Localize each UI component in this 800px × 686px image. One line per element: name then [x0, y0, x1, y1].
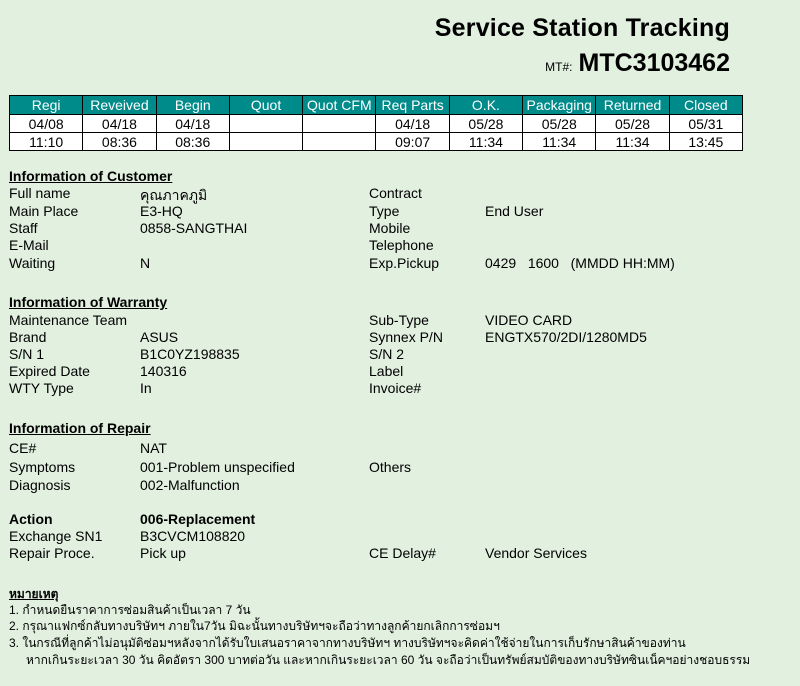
- staff-value: 0858-SANGTHAI: [140, 220, 248, 236]
- exchange-sn-value: B3CVCM108820: [140, 528, 246, 544]
- table-cell: 04/18: [376, 115, 449, 133]
- main-place-value: E3-HQ: [140, 203, 183, 219]
- col-ok: O.K.: [449, 96, 522, 115]
- wty-type-value: In: [140, 380, 152, 396]
- mt-number: [545, 49, 730, 78]
- table-cell: 04/08: [10, 115, 83, 133]
- col-quot-cfm: Quot CFM: [303, 96, 376, 115]
- mt-label: MT#:: [545, 60, 573, 74]
- diagnosis-value: 002-Malfunction: [140, 477, 240, 493]
- staff-label: Staff: [9, 220, 38, 236]
- repair-section-title: Information of Repair: [9, 420, 151, 436]
- col-packaging: Packaging: [523, 96, 596, 115]
- full-name-label: Full name: [9, 185, 71, 201]
- brand-value: ASUS: [140, 329, 179, 345]
- notes-title: หมายเหตุ: [9, 587, 59, 601]
- note-item: 2. กรุณาแฟกซ์กลับทางบริษัทฯ ภายใน7วัน มิฉะนั้นทางบริษัทฯจะถือว่าทางลูกค้ายกเลิกการซ่อมฯ: [9, 619, 500, 633]
- sn2-label: S/N 2: [369, 346, 405, 362]
- warranty-section-title: Information of Warranty: [9, 294, 168, 310]
- ce-delay-value: Vendor Services: [485, 545, 587, 561]
- symptoms-label: Symptoms: [9, 459, 76, 475]
- invoice-label: Invoice#: [369, 380, 422, 396]
- col-begin: Begin: [156, 96, 229, 115]
- table-cell: 11:34: [449, 133, 522, 151]
- maint-team-label: Maintenance Team: [9, 312, 128, 328]
- synnex-pn-label: Synnex P/N: [369, 329, 443, 345]
- table-cell: [229, 115, 302, 133]
- action-label: Action: [9, 511, 53, 527]
- others-label: Others: [369, 459, 412, 475]
- repair-proc-label: Repair Proce.: [9, 545, 95, 561]
- page-title: Service Station Tracking: [434, 14, 730, 42]
- table-cell: 11:10: [10, 133, 83, 151]
- type-label: Type: [369, 203, 400, 219]
- telephone-label: Telephone: [369, 237, 434, 253]
- subtype-label: Sub-Type: [369, 312, 429, 328]
- mobile-label: Mobile: [369, 220, 411, 236]
- note-item: 1. กำหนดยืนราคาการซ่อมสินค้าเป็นเวลา 7 วัน: [9, 603, 251, 617]
- ce-delay-label: CE Delay#: [369, 545, 436, 561]
- customer-section-title: Information of Customer: [9, 168, 173, 184]
- type-value: End User: [485, 203, 544, 219]
- tracking-time-row: [10, 133, 743, 151]
- label-label: Label: [369, 363, 404, 379]
- sn1-label: S/N 1: [9, 346, 45, 362]
- table-cell: 11:34: [596, 133, 669, 151]
- brand-label: Brand: [9, 329, 47, 345]
- waiting-label: Waiting: [9, 255, 56, 271]
- table-cell: 08:36: [156, 133, 229, 151]
- col-quot: Quot: [229, 96, 302, 115]
- waiting-value: N: [140, 255, 151, 271]
- expired-date-value: 140316: [140, 363, 187, 379]
- tracking-header-row: [10, 96, 743, 115]
- col-received: Reveived: [83, 96, 156, 115]
- col-returned: Returned: [596, 96, 669, 115]
- wty-type-label: WTY Type: [9, 380, 74, 396]
- symptoms-value: 001-Problem unspecified: [140, 459, 295, 475]
- sn1-value: B1C0YZ198835: [140, 346, 240, 362]
- exp-pickup-value: 0429 1600 (MMDD HH:MM): [485, 255, 675, 271]
- table-cell: 08:36: [83, 133, 156, 151]
- table-cell: [303, 133, 376, 151]
- repair-proc-value: Pick up: [140, 545, 186, 561]
- ce-label: CE#: [9, 440, 37, 456]
- col-req-parts: Req Parts: [376, 96, 449, 115]
- table-cell: 05/28: [523, 115, 596, 133]
- table-cell: 13:45: [669, 133, 742, 151]
- col-closed: Closed: [669, 96, 742, 115]
- action-value: 006-Replacement: [140, 511, 256, 527]
- contract-label: Contract: [369, 185, 422, 201]
- ce-value: NAT: [140, 440, 167, 456]
- table-cell: 11:34: [523, 133, 596, 151]
- mt-value: MTC3103462: [578, 49, 730, 77]
- tracking-table: [9, 95, 743, 151]
- expired-date-label: Expired Date: [9, 363, 90, 379]
- synnex-pn-value: ENGTX570/2DI/1280MD5: [485, 329, 647, 345]
- note-item: หากเกินระยะเวลา 30 วัน คิดอัตรา 300 บาทต่อวัน และหากเกินระยะเวลา 60 วัน จะถือว่าเป็นทรัพย์สมบัติของทางบริษัทซินเน็คฯอย่างชอบธรรม: [26, 653, 751, 667]
- main-place-label: Main Place: [9, 203, 79, 219]
- col-regi: Regi: [10, 96, 83, 115]
- table-cell: [229, 133, 302, 151]
- note-item: 3. ในกรณีที่ลูกค้าไม่อนุมัติซ่อมฯหลังจากได้รับใบเสนอราคาจากทางบริษัทฯ ทางบริษัทฯจะคิดค่าใช้จ่ายในการเก็บรักษาสินค้าของท่าน: [9, 636, 686, 650]
- exchange-sn-label: Exchange SN1: [9, 528, 103, 544]
- table-cell: 05/28: [449, 115, 522, 133]
- table-cell: [303, 115, 376, 133]
- full-name-value: คุณภาคภูมิ: [140, 187, 208, 203]
- tracking-date-row: [10, 115, 743, 133]
- email-label: E-Mail: [9, 237, 49, 253]
- table-cell: 05/28: [596, 115, 669, 133]
- table-cell: 04/18: [156, 115, 229, 133]
- exp-pickup-label: Exp.Pickup: [369, 255, 440, 271]
- diagnosis-label: Diagnosis: [9, 477, 71, 493]
- table-cell: 05/31: [669, 115, 742, 133]
- subtype-value: VIDEO CARD: [485, 312, 573, 328]
- table-cell: 04/18: [83, 115, 156, 133]
- table-cell: 09:07: [376, 133, 449, 151]
